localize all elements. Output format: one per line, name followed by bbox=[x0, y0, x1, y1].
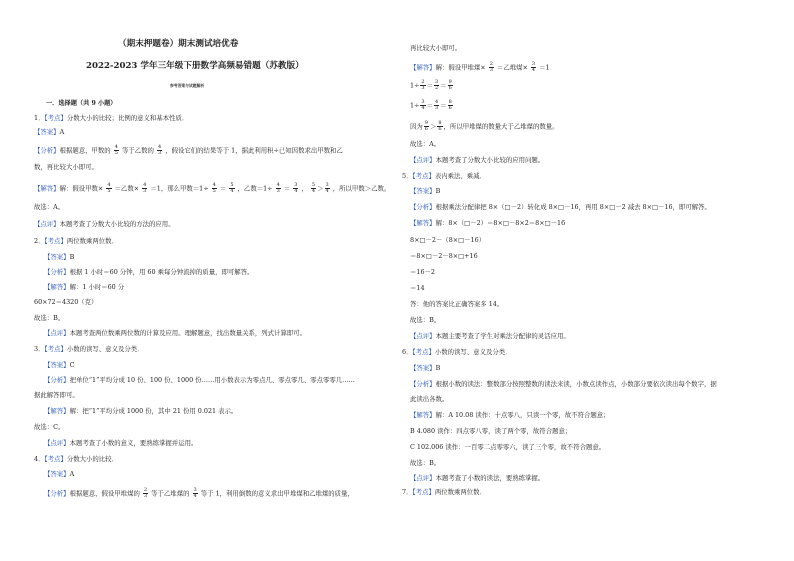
q1-answer: 【答案】A bbox=[34, 128, 65, 136]
q5-analysis: 【分析】根据乘法分配律把 8×（□－2）转化成 8×□－16，再用 8×□－2 减去 8×□－16，即可解答。 bbox=[410, 203, 711, 211]
page-title: （期末押题卷）期末测试培优卷 bbox=[118, 39, 239, 49]
fraction: $\frac{5}{4}$ bbox=[230, 182, 234, 194]
q5-solution: 【解答】解：8×（□－2）＝8×□－8×2＝8×□－16 bbox=[410, 219, 566, 227]
q5-step3: ＝16－2 bbox=[410, 268, 435, 276]
q6-choice: 故选：B。 bbox=[410, 459, 441, 467]
q3-choice: 故选：C。 bbox=[34, 423, 65, 431]
q1-analysis: 【分析】根据题意，甲数的 $\frac{4}{5}$ 等于乙数的 $\frac{4}{3}$ ，假设它们的结果等于 1，据此利用积÷已知因数求出甲数和乙 bbox=[34, 144, 343, 156]
q1-solution: 【解答】解：假设甲数× $\frac{4}{5}$ ＝乙数× $\frac{4}{3}$ ＝1，那么甲数＝1÷ $\frac{4}{5}$ ＝ $\frac{5}{4}$ ，乙数＝1÷ $\frac{4}{3}$ ＝ $\frac{3}{4}$ ， $\frac{5}{4}$ ＞ $\frac{3}{4}$ ，所以甲数＞乙数。 bbox=[34, 182, 391, 194]
fraction: $\frac{8}{6}$ bbox=[448, 99, 452, 111]
fraction: $\frac{9}{6}$ bbox=[424, 120, 428, 132]
q3-topic: 3．【考点】小数的读写、意义及分类． bbox=[34, 345, 144, 353]
q4-eq1: 1÷ $\frac{2}{3}$ ＝ $\frac{3}{2}$ ＝ $\frac{9}{6}$ bbox=[410, 79, 452, 91]
q5-answer: 【答案】B bbox=[410, 187, 441, 195]
q4-choice: 故选：A。 bbox=[410, 140, 441, 148]
q3-analysis: 【分析】把单位“1”平均分成 10 份、100 份、1000 份……用小数表示为零点几、零点零几、零点零零几…… bbox=[44, 376, 355, 384]
section-heading: 一．选择题（共 9 小题） bbox=[46, 100, 117, 107]
q6-comment: 【点评】本题考查了小数的读法，要熟练掌握。 bbox=[410, 474, 545, 482]
fraction: $\frac{3}{4}$ bbox=[421, 99, 425, 111]
fraction: $\frac{4}{3}$ bbox=[435, 99, 439, 111]
fraction: $\frac{3}{4}$ bbox=[193, 487, 197, 499]
q6-analysis: 【分析】根据小数的读法：整数部分按照整数的读法来读，小数点读作点，小数部分要依次读出每个数字，据 bbox=[410, 380, 717, 388]
fraction: $\frac{3}{2}$ bbox=[435, 79, 439, 91]
q2-calc: 60×72＝4320（克） bbox=[34, 298, 98, 306]
q5-comment: 【点评】本题主要考查了学生对乘法分配律的灵活应用。 bbox=[410, 332, 570, 340]
q3-answer: 【答案】C bbox=[44, 361, 75, 369]
q4-solution: 【解答】解：假设甲堆煤× $\frac{2}{3}$ ＝乙堆煤× $\frac{3}{4}$ ＝1 bbox=[410, 61, 550, 73]
q6-analysis-cont: 此读出各数。 bbox=[410, 395, 449, 403]
q6-option-b: B 4.080 读作：四点零八零，读了两个零，故符合题意； bbox=[410, 427, 572, 435]
q4-topic: 4．【考点】分数大小的比较． bbox=[34, 455, 118, 463]
fraction: $\frac{4}{5}$ bbox=[212, 182, 216, 194]
fraction: $\frac{3}{4}$ bbox=[325, 182, 329, 194]
fraction: $\frac{2}{3}$ bbox=[143, 487, 148, 499]
q6-option-c: C 102.006 读作：一百零二点零零六，读了三个零，故不符合题意。 bbox=[410, 443, 606, 451]
q1-topic: 1．【考点】分数大小的比较；比例的意义和基本性质． bbox=[34, 114, 189, 122]
fraction: $\frac{8}{6}$ bbox=[438, 120, 442, 132]
q2-solution: 【解答】解：1 小时＝60 分 bbox=[44, 283, 125, 291]
fraction: $\frac{5}{4}$ bbox=[311, 182, 316, 194]
q5-step4: ＝14 bbox=[410, 284, 425, 292]
q5-step2: ＝8×□－2－8×□+16 bbox=[410, 252, 478, 260]
q2-choice: 故选：B。 bbox=[34, 314, 65, 322]
q5-reply: 答：他的答案比正确答案多 14。 bbox=[410, 300, 504, 308]
q2-answer: 【答案】B bbox=[44, 253, 75, 261]
page-subtitle: 2022-2023 学年三年级下册数学高频易错题（苏教版） bbox=[86, 61, 304, 71]
q4-eq2: 1÷ $\frac{3}{4}$ ＝ $\frac{4}{3}$ ＝ $\frac{8}{6}$ bbox=[410, 99, 452, 111]
q6-answer: 【答案】B bbox=[410, 364, 441, 372]
q5-topic: 5．【考点】表内乘法、乘减． bbox=[402, 172, 486, 180]
q5-step1: 8×□－2－（8×□－16） bbox=[410, 236, 486, 244]
fraction: $\frac{2}{3}$ bbox=[421, 79, 425, 91]
q6-topic: 6．【考点】小数的读写、意义及分类． bbox=[402, 348, 512, 356]
q2-topic: 2．【考点】两位数乘两位数． bbox=[34, 237, 118, 245]
q4-analysis: 【分析】根据题意，假设甲堆煤的 $\frac{2}{3}$ 等于乙堆煤的 $\frac{3}{4}$ 等于 1，利用倒数的意义求出甲堆煤和乙堆煤的质量， bbox=[44, 487, 354, 499]
fraction: $\frac{4}{5}$ bbox=[114, 144, 118, 156]
q7-topic: 7．【考点】两位数乘两位数． bbox=[402, 488, 486, 496]
q2-analysis: 【分析】根据 1 小时＝60 分钟，用 60 乘每分钟流掉的质量，即可解答。 bbox=[44, 268, 254, 276]
fraction: $\frac{3}{4}$ bbox=[531, 61, 536, 73]
sub-heading: 参考答案与试题解析 bbox=[170, 83, 205, 88]
q4-conclusion: 因为 $\frac{9}{6}$ ＞ $\frac{8}{6}$ ，所以甲堆煤的数量大于乙堆煤的数量。 bbox=[410, 120, 559, 132]
q4-analysis-cont: 再比较大小即可。 bbox=[410, 44, 462, 52]
q4-answer: 【答案】A bbox=[44, 470, 75, 478]
q5-choice: 故选：B。 bbox=[410, 316, 441, 324]
fraction: $\frac{2}{3}$ bbox=[489, 61, 493, 73]
q1-choice: 故选：A。 bbox=[34, 203, 65, 211]
fraction: $\frac{4}{5}$ bbox=[107, 182, 111, 194]
q2-comment: 【点评】本题考查两位数乘两位数的计算及应用。理解题意，找出数量关系，列式计算即可。 bbox=[44, 329, 307, 337]
q6-solution: 【解答】解：A 10.08 读作：十点零八，只读一个零，故不符合题意； bbox=[410, 411, 610, 419]
q3-solution: 【解答】解：把“1”平均分成 1000 份，其中 21 份用 0.021 表示。 bbox=[44, 407, 238, 415]
fraction: $\frac{4}{3}$ bbox=[157, 144, 162, 156]
fraction: $\frac{4}{3}$ bbox=[276, 182, 280, 194]
fraction: $\frac{3}{4}$ bbox=[294, 182, 298, 194]
q1-analysis-cont: 数，再比较大小即可。 bbox=[34, 163, 98, 171]
fraction: $\frac{9}{6}$ bbox=[448, 79, 452, 91]
fraction: $\frac{4}{3}$ bbox=[143, 182, 147, 194]
q3-comment: 【点评】本题考查了小数的意义，要熟练掌握并运用。 bbox=[44, 439, 198, 447]
q1-comment: 【点评】本题考查了分数大小比较的方法的应用。 bbox=[34, 220, 175, 228]
q3-analysis-cont: 据此解答即可。 bbox=[34, 391, 79, 399]
q4-comment: 【点评】本题考查了分数大小比较的应用问题。 bbox=[410, 156, 545, 164]
